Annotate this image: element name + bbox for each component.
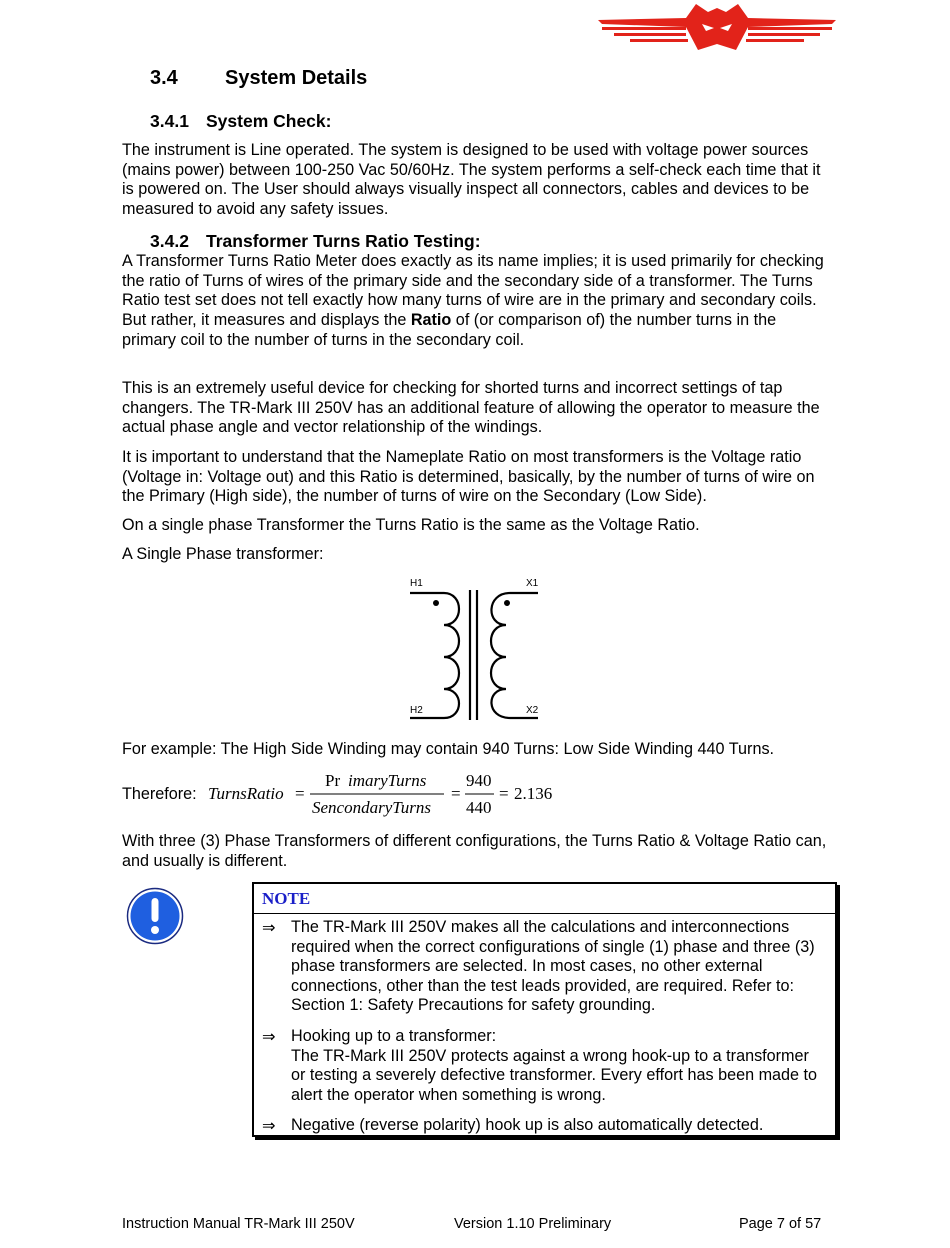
note-item-heading: Hooking up to a transformer: — [291, 1027, 497, 1045]
equation-lhs: TurnsRatio — [208, 784, 284, 803]
subsection-title: Transformer Turns Ratio Testing: — [206, 231, 481, 251]
subsection-number: 3.4.1 — [150, 111, 189, 131]
note-item-text — [291, 1027, 822, 1105]
polarity-dot — [504, 600, 510, 606]
three-phase-paragraph: With three (3) Phase Transformers of different configurations, the Turns Ratio & Voltage Ratio can, and usually is different. — [122, 832, 827, 870]
footer-version: Version 1.10 Preliminary — [454, 1216, 612, 1232]
footer-page-number: Page 7 of 57 — [739, 1216, 822, 1232]
terminal-label-x1: X1 — [526, 578, 539, 589]
note-item-body: The TR-Mark III 250V protects against a wrong hook-up to a transformer or testing a severely defective transformer. Every effort has been made to alert the operator when something is wrong. — [291, 1046, 818, 1104]
footer-manual-title: Instruction Manual TR-Mark III 250V — [122, 1216, 355, 1232]
secondary-winding — [491, 593, 538, 718]
bat-logo-icon — [596, 0, 838, 54]
turns-ratio-equation — [122, 770, 622, 820]
note-title: NOTE — [262, 889, 311, 908]
text-run: of (or comparison of) the number turns in the primary coil to the number of turns in the secondary coil. — [122, 311, 777, 349]
arrow-bullet-icon: ⇒ — [262, 918, 276, 937]
exclamation-icon — [126, 887, 184, 945]
subsection-title: System Check: — [206, 111, 332, 131]
numerator-rest: imaryTurns — [348, 771, 427, 790]
numerator-prefix: Pr — [325, 771, 341, 790]
equation-result: 2.136 — [514, 784, 553, 803]
equals-sign: = — [295, 784, 305, 803]
arrow-bullet-icon: ⇒ — [262, 1027, 276, 1046]
note-item-text: Negative (reverse polarity) hook up is also automatically detected. — [291, 1116, 764, 1134]
polarity-dot — [433, 600, 439, 606]
note-item-text: The TR-Mark III 250V makes all the calculations and interconnections required when the correct configurations of single (1) phase and three (3) phase transformers are selected. In most cases, no other external connections, other than the test leads provided, are required. Refer to: Section 1: Safety Precautions for safety grounding. — [291, 918, 815, 1015]
turns-ratio-paragraph — [122, 252, 832, 351]
note-item — [262, 918, 822, 1016]
single-phase-caption: A Single Phase transformer: — [122, 545, 324, 563]
terminal-label-h1: H1 — [410, 578, 423, 589]
numeric-denominator: 440 — [466, 798, 492, 817]
numeric-numerator: 940 — [466, 771, 492, 790]
section-title: System Details — [225, 67, 368, 89]
arrow-bullet-icon: ⇒ — [262, 1116, 276, 1135]
subsection-number: 3.4.2 — [150, 231, 189, 251]
note-box — [252, 882, 837, 1137]
terminal-label-h2: H2 — [410, 705, 423, 716]
system-check-paragraph: The instrument is Line operated. The system is designed to be used with voltage power sources (mains power) between 100-250 Vac 50/60Hz. The system performs a self-check each time that it is powered on. The User should always visually inspect all connectors, cables and devices to be measured to avoid any safety issues. — [122, 141, 821, 219]
transformer-diagram — [400, 574, 550, 724]
equals-sign: = — [451, 784, 461, 803]
terminal-label-x2: X2 — [526, 705, 539, 716]
tap-changer-paragraph: This is an extremely useful device for checking for shorted turns and incorrect settings of tap changers. The TR-Mark III 250V has an additional feature of allowing the operator to measure the actual phase angle and vector relationship of the windings. — [122, 379, 820, 437]
subsection-heading-turns-ratio — [150, 231, 481, 252]
equals-sign: = — [499, 784, 509, 803]
section-number: 3.4 — [150, 67, 178, 89]
note-divider — [254, 913, 835, 914]
section-heading — [150, 67, 367, 90]
nameplate-ratio-paragraph: It is important to understand that the Nameplate Ratio on most transformers is the Voltage ratio (Voltage in: Voltage out) and this Ratio is determined, basically, by the number of turns of wire on the Primary (High side), the number of turns of wire on the Secondary (Low Side). — [122, 448, 815, 506]
primary-winding — [410, 593, 459, 718]
denominator: SencondaryTurns — [312, 798, 431, 817]
voltage-ratio-paragraph: On a single phase Transformer the Turns Ratio is the same as the Voltage Ratio. — [122, 516, 700, 534]
note-item — [262, 1116, 822, 1136]
equation-prefix: Therefore: — [122, 785, 197, 803]
example-paragraph: For example: The High Side Winding may contain 940 Turns: Low Side Winding 440 Turns. — [122, 740, 775, 758]
subsection-heading-system-check — [150, 111, 331, 132]
text-run: A Transformer Turns Ratio Meter does exactly as its name implies; it is used primarily for checking the ratio of Turns of wires of the primary side and the secondary side of a transformer. The Turns Ratio test set does not tell exactly how many turns of wire are in the primary and secondary coils. But rather, it measures and displays the — [122, 252, 824, 330]
note-item — [262, 1027, 822, 1105]
ratio-emphasis: Ratio — [410, 311, 452, 330]
